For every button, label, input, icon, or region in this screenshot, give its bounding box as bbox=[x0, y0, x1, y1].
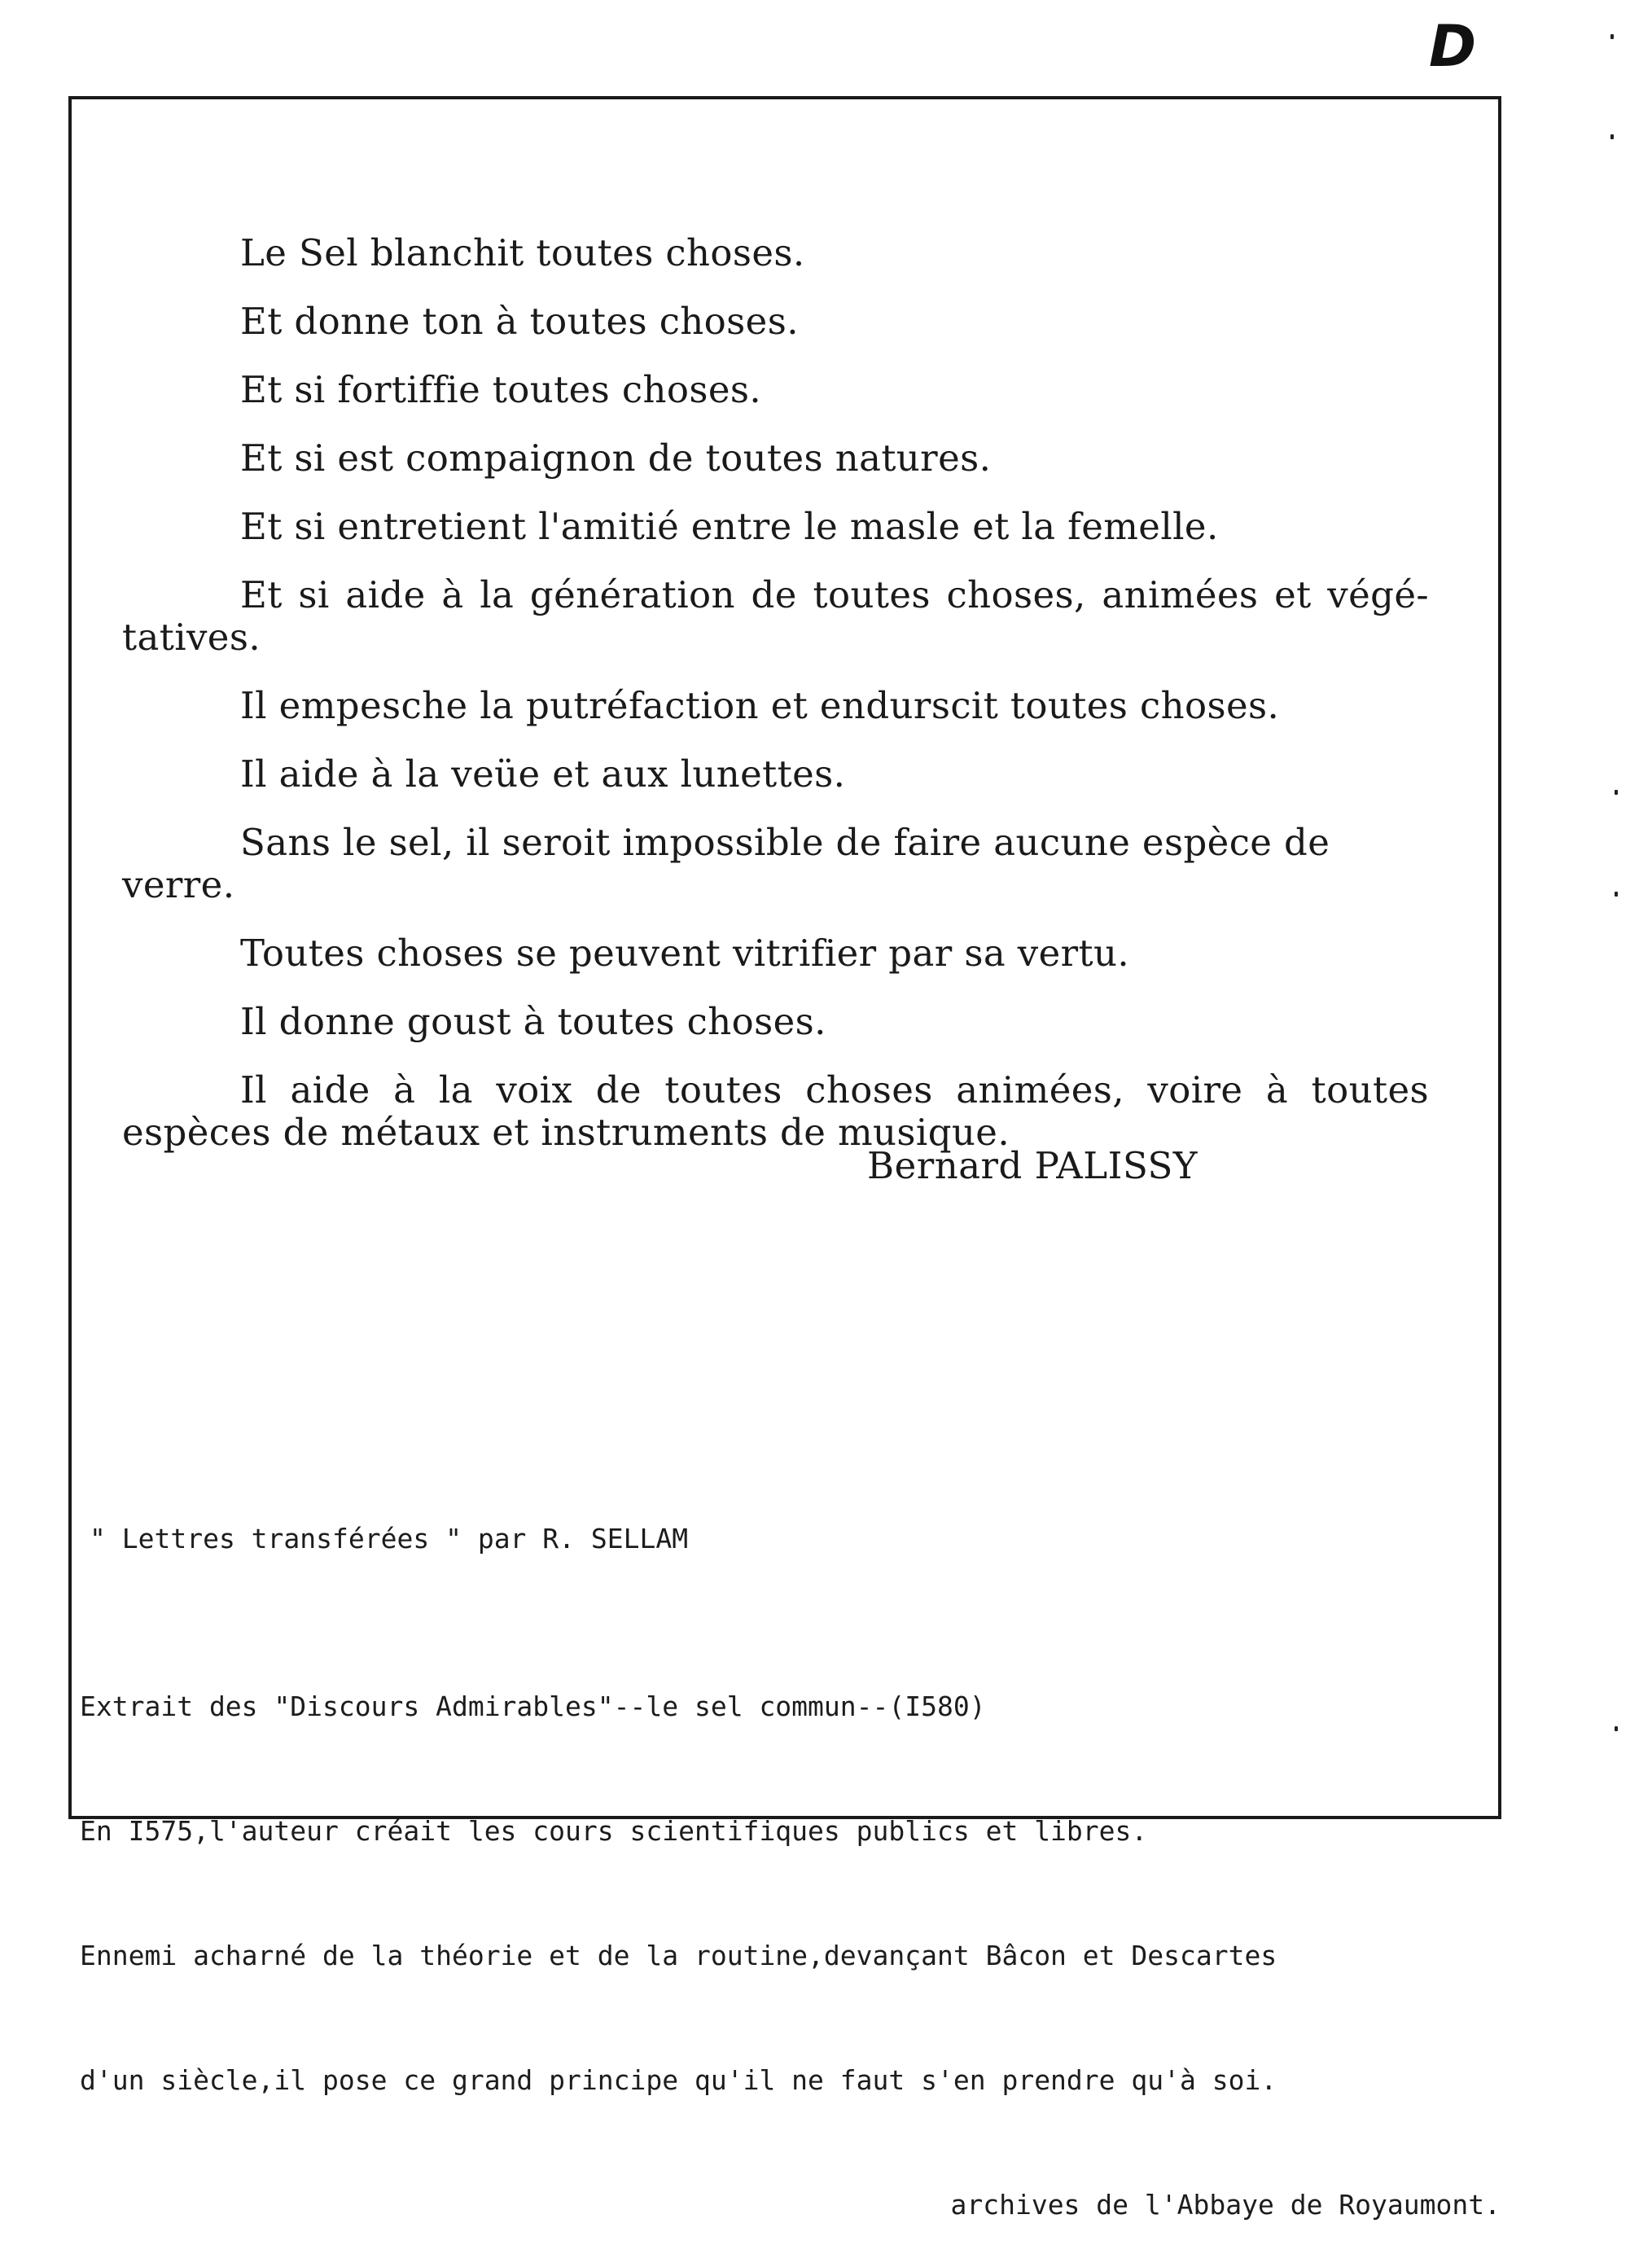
scan-speck bbox=[1610, 34, 1614, 39]
poem-line: Et si entretient l'amitié entre le masle et la femelle. bbox=[240, 505, 1219, 548]
note-line: Extrait des "Discours Admirables"--le sel commun--(I580) bbox=[80, 1690, 986, 1722]
poem-line: Toutes choses se peuvent vitrifier par sa vertu. bbox=[240, 932, 1130, 975]
poem-line: Il aide à la veüe et aux lunettes. bbox=[240, 752, 846, 796]
archive-credit: archives de l'Abbaye de Royaumont. bbox=[950, 2189, 1501, 2221]
poem-line: Le Sel blanchit toutes choses. bbox=[240, 231, 805, 274]
poem bbox=[122, 232, 1429, 1180]
poem-line: Il aide à la voix de toutes choses animées, voire à toutes espèces de métaux et instruments de musique. bbox=[122, 1068, 1429, 1154]
scan-speck bbox=[1615, 1726, 1618, 1731]
poem-line: Et si fortiffie toutes choses. bbox=[240, 368, 762, 411]
note-line: Ennemi acharné de la théorie et de la routine,devançant Bâcon et Descartes bbox=[80, 1940, 1277, 1971]
credit-line: " Lettres transférées " par R. SELLAM bbox=[90, 1523, 689, 1554]
scan-speck bbox=[1615, 790, 1618, 795]
signature: Bernard PALISSY bbox=[867, 1144, 1198, 1187]
poem-line: Il empesche la putréfaction et endurscit toutes choses. bbox=[240, 684, 1280, 727]
scan-speck bbox=[1610, 134, 1614, 139]
scan-speck bbox=[1615, 892, 1618, 897]
page-letter: D bbox=[1429, 13, 1477, 80]
note-line: d'un siècle,il pose ce grand principe qu'il ne faut s'en prendre qu'à soi. bbox=[80, 2064, 1277, 2096]
poem-line: Il donne goust à toutes choses. bbox=[240, 1000, 826, 1043]
poem-line: Et si est compaignon de toutes natures. bbox=[240, 436, 992, 480]
poem-line: Et donne ton à toutes choses. bbox=[240, 300, 799, 343]
poem-line: Et si aide à la génération de toutes choses, animées et végé-tatives. bbox=[122, 573, 1429, 659]
poem-line: Sans le sel, il seroit impossible de faire aucune espèce de verre. bbox=[122, 821, 1330, 906]
notes-block bbox=[80, 1603, 1501, 2267]
note-line: En I575,l'auteur créait les cours scientifiques publics et libres. bbox=[80, 1815, 1148, 1847]
